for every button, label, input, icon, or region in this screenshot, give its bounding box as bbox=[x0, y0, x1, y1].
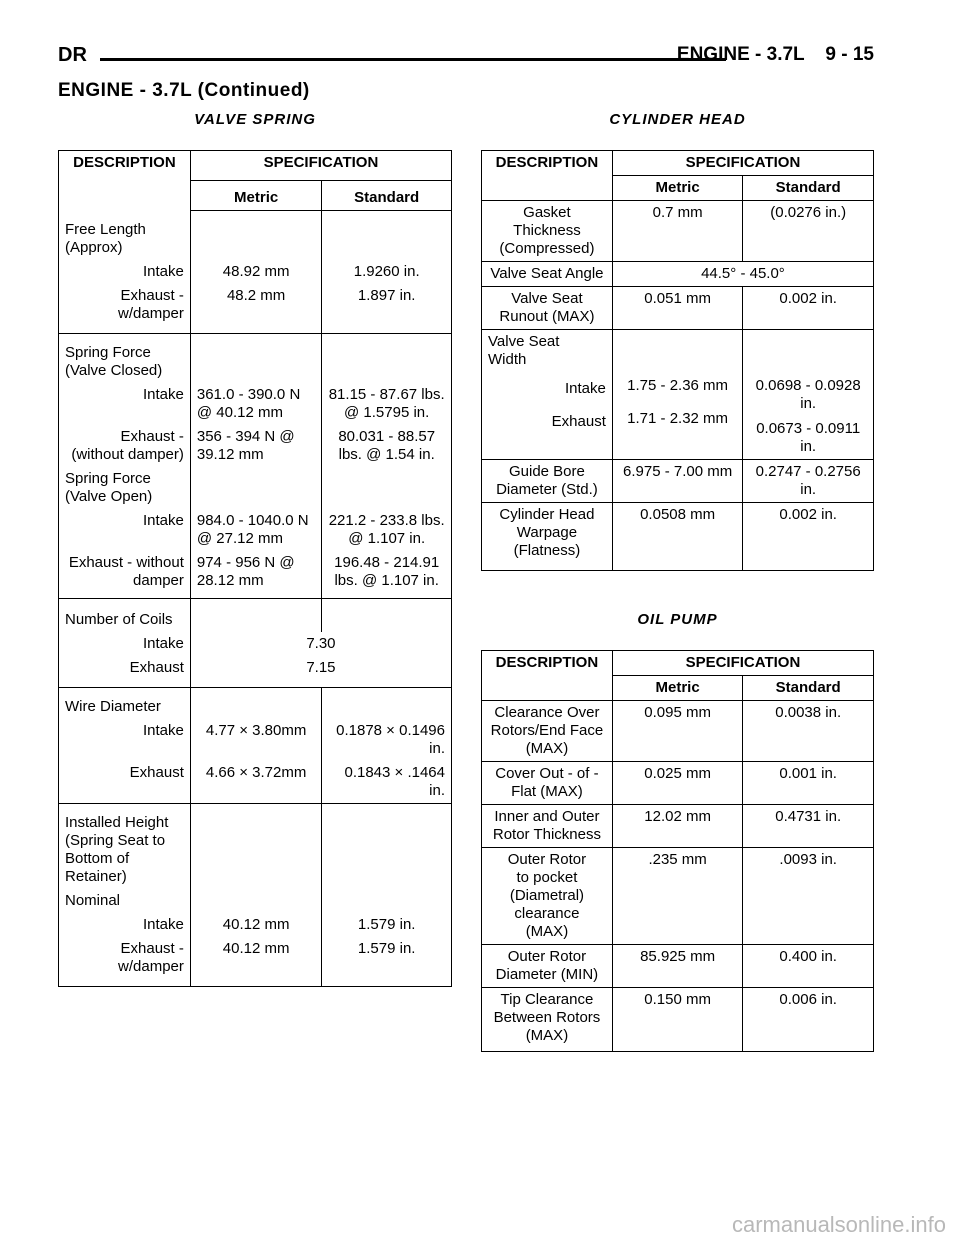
table-row: Guide Bore Diameter (Std.) 6.975 - 7.00 mm 0.2747 - 0.2756 in. bbox=[482, 460, 874, 503]
table-row: Free Length (Approx) bbox=[59, 211, 452, 260]
col-header-metric: Metric bbox=[612, 676, 742, 701]
col-header-specification: SPECIFICATION bbox=[612, 651, 873, 676]
table-row: Number of Coils bbox=[59, 598, 452, 632]
table-row: Intake 361.0 - 390.0 N @ 40.12 mm 81.15 - 87.67 lbs. @ 1.5795 in. bbox=[59, 383, 452, 425]
valve-spring-table bbox=[58, 150, 452, 987]
header-rule bbox=[100, 58, 726, 61]
table-row: Cover Out - of -Flat (MAX) 0.025 mm 0.001 in. bbox=[482, 762, 874, 805]
col-header-description: DESCRIPTION bbox=[482, 651, 613, 701]
table-row: Exhaust 7.15 bbox=[59, 656, 452, 688]
page-header bbox=[58, 44, 874, 74]
table-row: Intake 40.12 mm 1.579 in. bbox=[59, 913, 452, 937]
col-header-specification: SPECIFICATION bbox=[190, 151, 451, 181]
oil-pump-title: OIL PUMP bbox=[637, 611, 718, 628]
watermark: carmanualsonline.info bbox=[731, 1212, 946, 1237]
table-row: Wire Diameter bbox=[59, 687, 452, 719]
table-row: Outer Rotor Diameter (MIN) 85.925 mm 0.400 in. bbox=[482, 945, 874, 988]
table-row: Exhaust - w/damper 48.2 mm 1.897 in. bbox=[59, 284, 452, 334]
cylinder-head-table bbox=[481, 150, 874, 571]
col-header-description: DESCRIPTION bbox=[59, 151, 191, 211]
table-row: Intake 4.77 × 3.80mm 0.1878 × 0.1496 in. bbox=[59, 719, 452, 761]
col-header-standard: Standard bbox=[743, 176, 874, 201]
header-model: DR bbox=[58, 44, 87, 66]
table-row: Installed Height (Spring Seat to Bottom of Retainer) bbox=[59, 803, 452, 889]
col-header-standard: Standard bbox=[322, 181, 452, 211]
table-row: Exhaust - without damper 974 - 956 N @ 28.12 mm 196.48 - 214.91 lbs. @ 1.107 in. bbox=[59, 551, 452, 599]
table-row: Cylinder Head Warpage (Flatness) 0.0508 mm 0.002 in. bbox=[482, 503, 874, 571]
table-row: Clearance Over Rotors/End Face (MAX) 0.095 mm 0.0038 in. bbox=[482, 701, 874, 762]
table-row: Valve Seat Angle 44.5° - 45.0° bbox=[482, 262, 874, 287]
table-row: Intake 984.0 - 1040.0 N @ 27.12 mm 221.2 - 233.8 lbs. @ 1.107 in. bbox=[59, 509, 452, 551]
table-row: Gasket Thickness (Compressed) 0.7 mm (0.0276 in.) bbox=[482, 201, 874, 262]
col-header-standard: Standard bbox=[743, 676, 874, 701]
table-row: Exhaust - w/damper 40.12 mm 1.579 in. bbox=[59, 937, 452, 987]
col-header-specification: SPECIFICATION bbox=[612, 151, 873, 176]
cylinder-head-title: CYLINDER HEAD bbox=[609, 111, 746, 128]
table-row: Outer Rotor to pocket (Diametral) clearance (MAX) .235 mm .0093 in. bbox=[482, 848, 874, 945]
col-header-metric: Metric bbox=[190, 181, 322, 211]
col-header-metric: Metric bbox=[612, 176, 742, 201]
oil-pump-table bbox=[481, 650, 874, 1052]
table-row: Exhaust - (without damper) 356 - 394 N @ 39.12 mm 80.031 - 88.57 lbs. @ 1.54 in. bbox=[59, 425, 452, 467]
table-row: Inner and Outer Rotor Thickness 12.02 mm 0.4731 in. bbox=[482, 805, 874, 848]
table-row: Nominal bbox=[59, 889, 452, 913]
table-row: Intake 7.30 bbox=[59, 632, 452, 656]
table-row: Spring Force (Valve Closed) bbox=[59, 333, 452, 383]
table-row: Valve Seat Width Intake Exhaust 1.75 - 2.36 mm 1.71 - 2.32 mm 0.0698 - 0.0928 in. 0.0673 - 0.0911 in. bbox=[482, 330, 874, 460]
col-header-description: DESCRIPTION bbox=[482, 151, 613, 201]
valve-spring-title: VALVE SPRING bbox=[194, 111, 316, 128]
header-section-page: ENGINE - 3.7L 9 - 15 bbox=[676, 44, 874, 65]
section-continued-title: ENGINE - 3.7L (Continued) bbox=[58, 80, 310, 101]
table-row: Tip Clearance Between Rotors (MAX) 0.150 mm 0.006 in. bbox=[482, 988, 874, 1052]
table-row: Spring Force (Valve Open) bbox=[59, 467, 452, 509]
table-row: Exhaust 4.66 × 3.72mm 0.1843 × .1464 in. bbox=[59, 761, 452, 804]
table-row: Valve Seat Runout (MAX) 0.051 mm 0.002 in. bbox=[482, 287, 874, 330]
table-row: Intake 48.92 mm 1.9260 in. bbox=[59, 260, 452, 284]
